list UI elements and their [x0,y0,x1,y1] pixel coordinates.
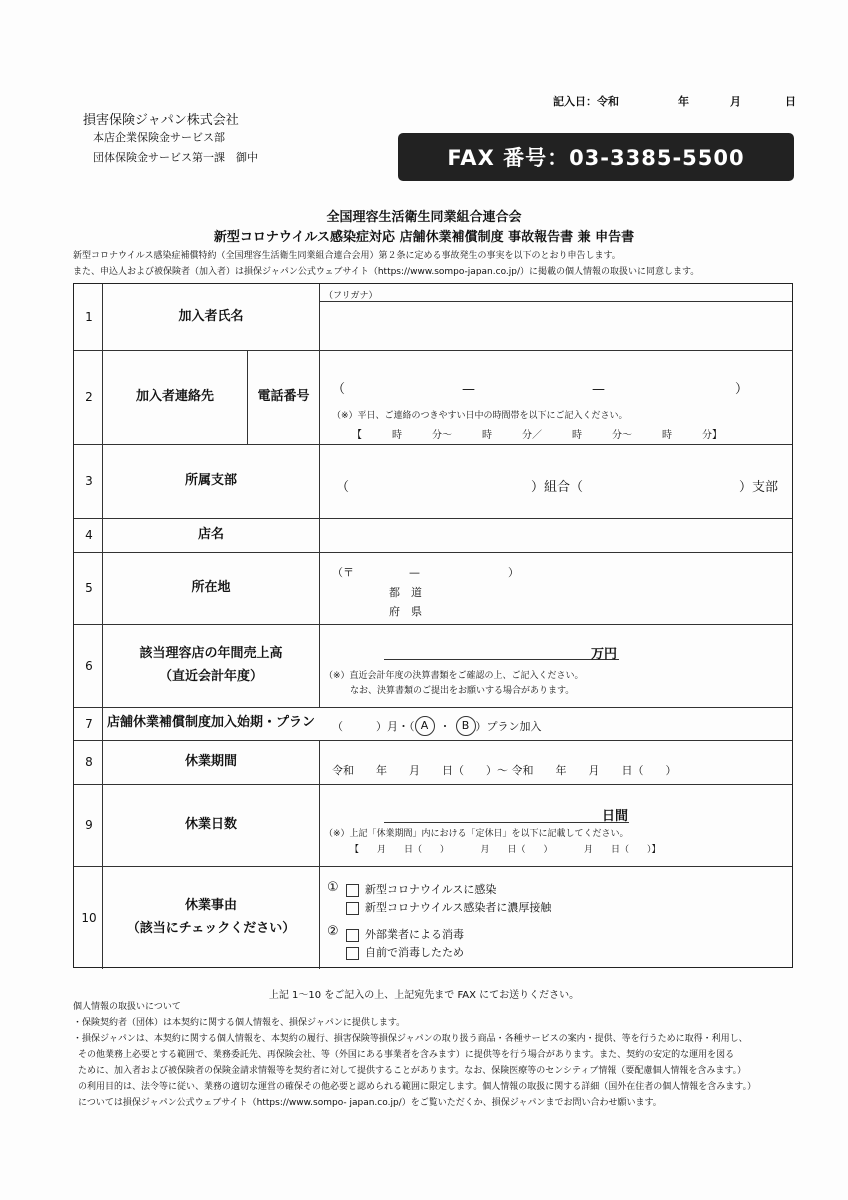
contact-time-note: （※）平日、ご連絡のつきやすい日中の時間帯を以下にご記入ください。 [332,411,628,421]
reason-label: 自前で消毒したため [365,946,464,959]
row-number: 2 [85,390,93,404]
label-phone: 電話番号 [257,388,310,404]
department: 本店企業保険金サービス部 [93,131,225,144]
group-1-marker: ① [327,880,339,895]
row-number: 10 [81,910,97,925]
sales-unit: 万円 [591,647,618,662]
title-association: 全国理容生活衛生同業組合連合会 [326,210,522,225]
title-form: 新型コロナウイルス感染症対応 店舗休業補償制度 事故報告書 兼 申告書 [213,230,635,245]
intro-line-1: 新型コロナウイルス感染症補償特約（全国理容生活衛生同業組合連合会用）第２条に定める事故発生の事実を以下のとおり申告します。 [73,251,621,261]
label-branch: 所属支部 [184,472,237,488]
reason-option-4[interactable] [346,944,464,960]
row-number: 5 [85,581,93,595]
contact-time-field[interactable]: 【 時 分～ 時 分／ 時 分～ 時 分】 [352,430,722,441]
furigana-label: （フリガナ） [324,291,378,301]
checkbox[interactable] [346,947,359,960]
checkbox[interactable] [346,884,359,897]
prefecture-fu-ken: 府 県 [389,605,422,618]
label-closure-days: 休業日数 [184,816,237,832]
label-member-name: 加入者氏名 [178,308,244,324]
row-number: 3 [85,474,93,488]
plan-b-option[interactable]: B [456,716,476,736]
row-number: 4 [85,528,93,542]
label-shop-name: 店名 [197,526,224,542]
label-plan-start: 店舗休業補償制度加入始期・プラン [106,715,315,731]
phone-field[interactable]: （ — — ） [332,382,749,397]
plan-separator: ・ [439,720,451,733]
postal-code-field[interactable]: （〒 — ） [332,566,519,579]
label-address: 所在地 [191,579,231,595]
days-unit: 日間 [602,809,629,824]
label-contact: 加入者連絡先 [135,388,214,404]
reason-option-1[interactable] [346,881,496,897]
privacy-line-2: ・損保ジャパンは、本契約に関する個人情報を、本契約の履行、損害保険等損保ジャパンの取り扱う商品・各種サービスの案内・提供、等を行うために取得・利用し、 [73,1034,748,1044]
privacy-line-3: その他業務上必要とする範囲で、業務委託先、再保険会社、等（外国にある事業者を含みます）に提供等を行う場合があります。また、契約の安定的な運用を図る [78,1050,735,1060]
sales-note-2: なお、決算書類のご提出をお願いする場合があります。 [350,686,575,696]
sales-note-1: （※）直近会計年度の決算書類をご確認の上、ご記入ください。 [324,671,584,681]
row-number: 6 [85,658,93,673]
plan-month-text: （ ）月・（ [332,720,415,733]
reason-label: 新型コロナウイルス感染者に濃厚接触 [365,901,552,914]
reason-label: 外部業者による消毒 [365,928,464,941]
intro-line-2: また、申込人および被保険者（加入者）は損保ジャパン公式ウェブサイト（https://www.sompo-japan.co.jp/）に掲載の個人情報の取扱いに同意します。 [73,267,700,277]
section-name: 団体保険金サービス第一課 御中 [93,151,258,164]
privacy-line-5: の利用目的は、法令等に従い、業務の適切な運営の確保その他必要と認められる範囲に限定します。個人情報の取扱に関する詳細（国外在住者の個人情報を含みます。） [78,1082,757,1092]
row-number: 1 [85,310,93,324]
privacy-title: 個人情報の取扱いについて [73,1002,181,1012]
date-month: 月 [730,95,741,108]
shop-name-field[interactable] [320,519,790,551]
row-number: 9 [85,818,93,832]
report-form [73,283,793,968]
checkbox[interactable] [346,902,359,915]
row-number: 7 [85,716,93,731]
row-number: 8 [85,755,93,769]
privacy-line-1: ・保険契約者（団体）は本契約に関する個人情報を、損保ジャパンに提供します。 [73,1018,406,1028]
date-day: 日 [785,95,796,108]
prefecture-to-do: 都 道 [389,586,422,599]
label-annual-sales: 該当理容店の年間売上高 （直近会計年度） [139,646,283,684]
privacy-line-6: については損保ジャパン公式ウェブサイト（https://www.sompo- japan.co.jp/）をご覧いただくか、損保ジャパンまでお問い合わせ願います。 [78,1098,662,1108]
fax-number-box: FAX 番号：03-3385-5500 [398,133,794,181]
company-name: 損害保険ジャパン株式会社 [83,113,239,128]
closure-period-field[interactable]: 令和 年 月 日（ ）～ 令和 年 月 日（ ） [332,764,677,777]
regular-holidays-field[interactable]: 【 月 日（ ） 月 日（ ） 月 日（ ）】 [350,845,661,855]
member-name-field[interactable] [320,302,790,349]
plan-suffix: ）プラン加入 [475,720,542,733]
date-label: 記入日：令和 [553,95,619,108]
plan-a-option[interactable]: A [415,716,435,736]
reason-label: 新型コロナウイルスに感染 [365,883,497,896]
send-instruction: 上記 1～10 をご記入の上、上記宛先まで FAX にてお送りください。 [268,990,580,1001]
checkbox[interactable] [346,929,359,942]
date-year: 年 [678,95,689,108]
plan-field[interactable] [332,716,542,736]
closure-days-note: （※）上記「休業期間」内における「定休日」を以下に記載してください。 [324,829,629,839]
reason-option-2[interactable] [346,899,551,915]
label-closure-reason: 休業事由 （該当にチェックください） [126,898,296,936]
privacy-line-4: ために、加入者および被保険者の保険金請求情報等を契約者に対して提供することがあります。なお、保険医療等のセンシティブ情報（要配慮個人情報を含みます。） [78,1066,747,1076]
branch-field[interactable]: （ ）組合（ ）支部 [336,480,779,495]
label-closure-period: 休業期間 [184,753,237,769]
group-2-marker: ② [327,924,339,939]
reason-option-3[interactable] [346,926,464,942]
